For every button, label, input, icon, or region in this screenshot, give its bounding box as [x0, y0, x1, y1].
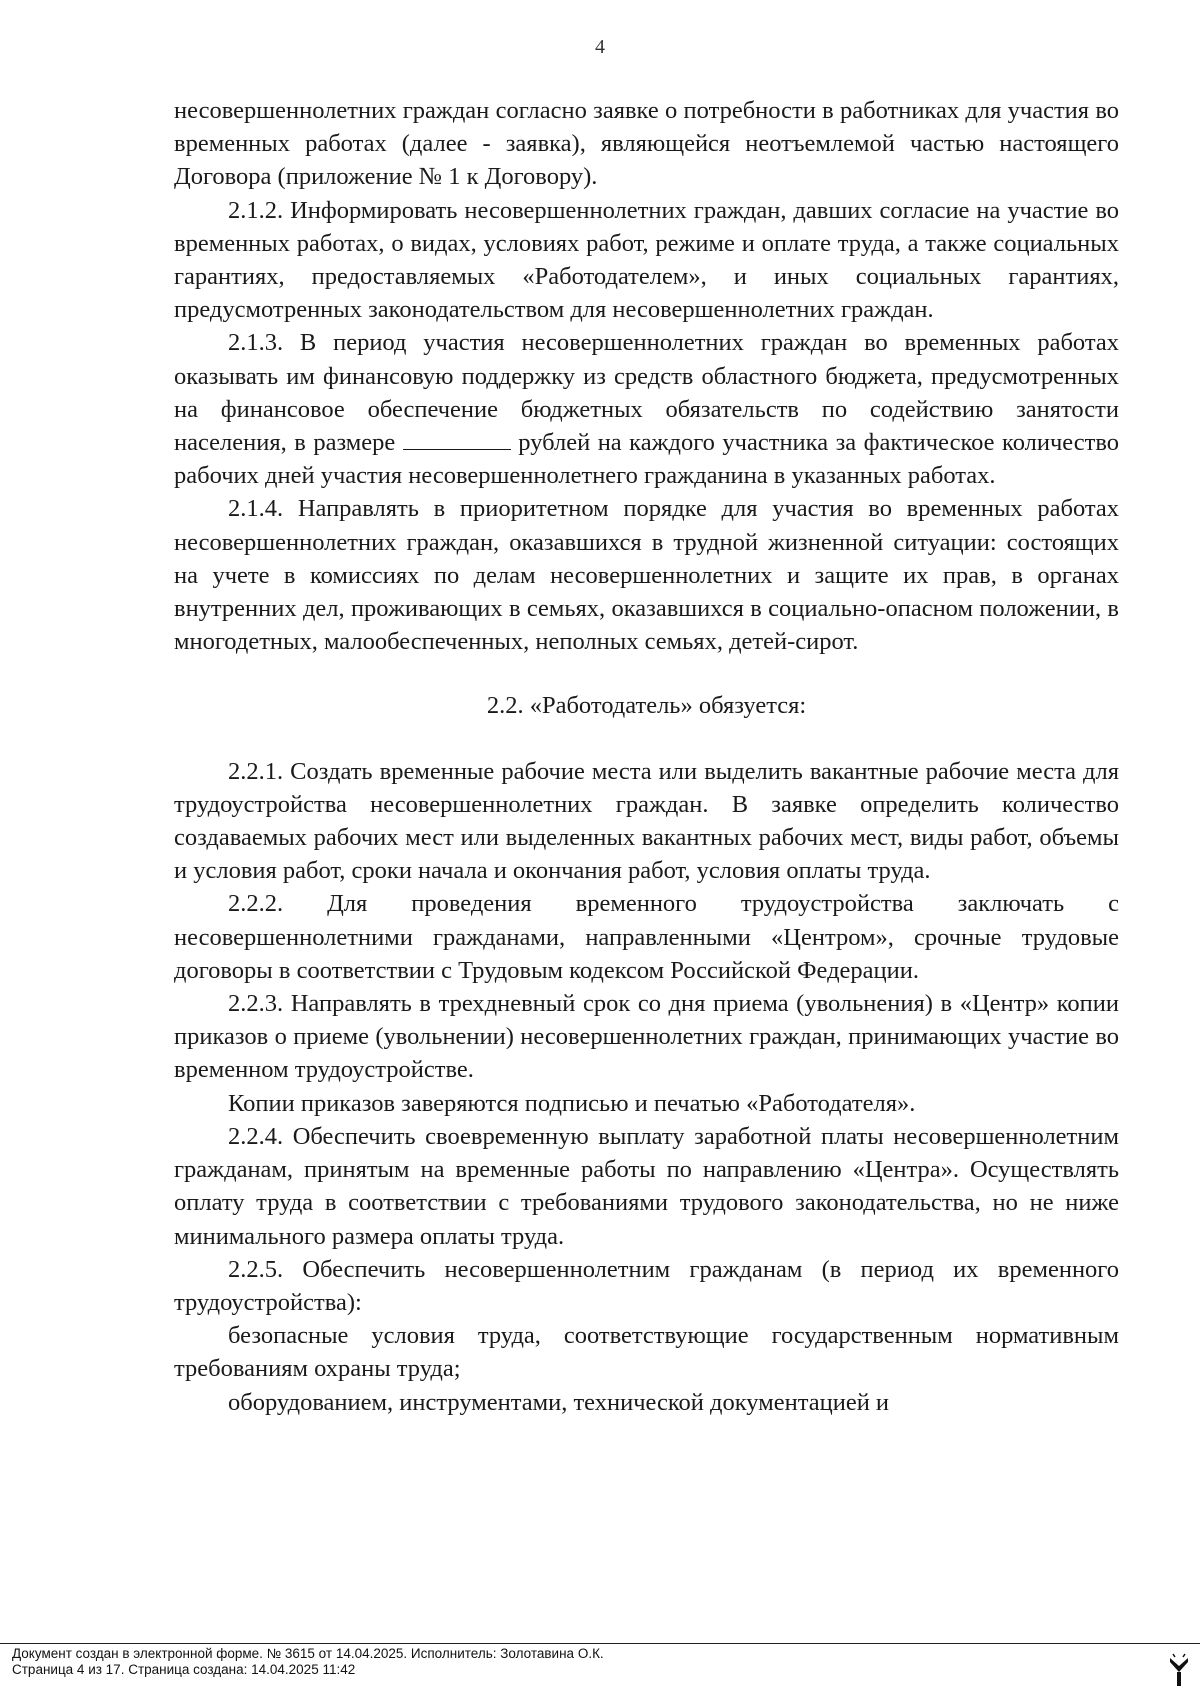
paragraph-2-2-1: 2.2.1. Создать временные рабочие места или выделить вакантные рабочие места для трудоустройства несовершеннолетних граждан. В заявке определить количество создаваемых рабочих мест или выделенных вакантных рабочих мест, виды работ, объемы и условия работ, сроки начала и окончания работ, условия оплаты труда. — [174, 757, 1119, 885]
amount-blank-line — [403, 429, 511, 450]
document-body — [174, 94, 1119, 1419]
paragraph-continuation: несовершеннолетних граждан согласно заявке о потребности в работниках для участия во временных работах (далее - заявка), являющейся неотъемлемой частью настоящего Договора (приложение № 1 к Договору). — [174, 97, 1119, 191]
paragraph-safe-conditions: безопасные условия труда, соответствующие государственным нормативным требованиям охраны труда; — [174, 1322, 1119, 1383]
paragraph-2-1-3 — [174, 326, 1119, 492]
paragraph-2-2-2: 2.2.2. Для проведения временного трудоустройства заключать с несовершеннолетними гражданами, направленными «Центром», срочные трудовые договоры в соответствии с Трудовым кодексом Российской Федерации. — [174, 890, 1119, 984]
paragraph-order-copies: Копии приказов заверяются подписью и печатью «Работодателя». — [228, 1089, 916, 1117]
coat-of-arms-icon — [1166, 1652, 1192, 1690]
footer-line-2: Страница 4 из 17. Страница создана: 14.04.2025 11:42 — [12, 1662, 356, 1677]
paragraph-equipment: оборудованием, инструментами, технической документацией и — [228, 1388, 890, 1416]
page-number: 4 — [595, 36, 605, 58]
footer-line-1: Документ создан в электронной форме. № 3615 от 14.04.2025. Исполнитель: Золотавина О.К. — [12, 1646, 604, 1661]
paragraph-2-1-2: 2.1.2. Информировать несовершеннолетних граждан, давших согласие на участие во временных работах, о видах, условиях работ, режиме и оплате труда, а также социальных гарантиях, предоставляемых «Работодателем», и иных социальных гарантиях, предусмотренных законодательством для несовершеннолетних граждан. — [174, 196, 1119, 324]
footer — [12, 1646, 604, 1678]
footer-divider — [0, 1643, 1200, 1644]
paragraph-2-2-4: 2.2.4. Обеспечить своевременную выплату заработной платы несовершеннолетним гражданам, принятым на временные работы по направлению «Центра». Осуществлять оплату труда в соответствии с требованиями трудового законодательства, но не ниже минимального размера оплаты труда. — [174, 1122, 1119, 1250]
paragraph-2-1-3-text-before: 2.1.3. В период участия несовершеннолетних граждан во временных работах оказывать им финансовую поддержку из средств областного бюджета, предусмотренных на финансовое обеспечение бюджетных обязательств по содействию занятости населения, в размере — [174, 329, 1119, 457]
paragraph-2-2-5: 2.2.5. Обеспечить несовершеннолетним гражданам (в период их временного трудоустройства): — [174, 1255, 1119, 1316]
paragraph-2-1-3-text-after: рублей на каждого участника за фактическое количество рабочих дней участия несовершеннолетнего гражданина в указанных работах. — [174, 429, 1119, 490]
paragraph-2-1-4: 2.1.4. Направлять в приоритетном порядке для участия во временных работах несовершеннолетних граждан, оказавшихся в трудной жизненной ситуации: состоящих на учете в комиссиях по делам несовершеннолетних и защите их прав, в органах внутренних дел, проживающих в семьях, оказавшихся в социально-опасном положении, в многодетных, малообеспеченных, неполных семьях, детей-сирот. — [174, 495, 1119, 656]
section-heading-2-2: 2.2. «Работодатель» обязуется: — [486, 692, 807, 720]
paragraph-2-2-3: 2.2.3. Направлять в трехдневный срок со дня приема (увольнения) в «Центр» копии приказов о приеме (увольнении) несовершеннолетних граждан, принимающих участие во временном трудоустройстве. — [174, 990, 1119, 1084]
